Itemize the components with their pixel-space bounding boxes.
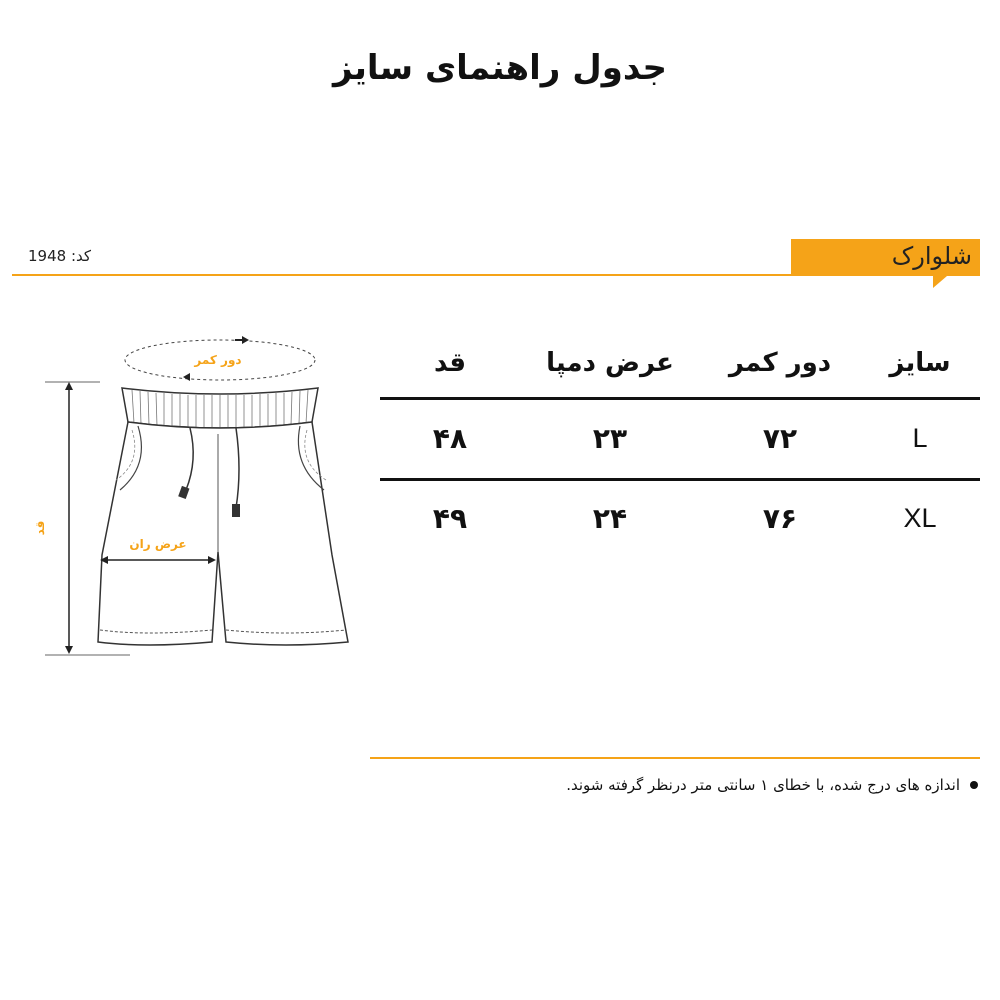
length-label: قد — [33, 520, 47, 536]
header-hem-width: عرض دمپا — [546, 348, 674, 378]
cell-size: L — [912, 422, 928, 453]
header-length: قد — [433, 348, 467, 378]
waist-arrowhead-bottom — [183, 373, 190, 381]
cell-length: ۴۹ — [432, 501, 468, 535]
length-arrowhead-bottom — [65, 646, 73, 654]
table-row — [380, 398, 980, 478]
note-text: اندازه های درج شده، با خطای ۱ سانتی متر درنظر گرفته شوند. — [566, 776, 960, 794]
waist-label: دور کمر — [194, 353, 242, 367]
product-code: کد: 1948 — [28, 247, 92, 265]
cell-size: XL — [903, 502, 937, 533]
length-arrowhead-top — [65, 382, 73, 390]
note-rule — [370, 757, 980, 759]
thigh-label: عرض ران — [129, 537, 187, 551]
size-table — [380, 328, 980, 558]
cell-hem-width: ۲۴ — [592, 501, 628, 535]
header-waist: دور کمر — [728, 348, 832, 378]
page-title: جدول راهنمای سایز — [333, 48, 667, 88]
waist-arrowhead-top — [242, 336, 249, 344]
section-tab-pointer — [933, 276, 947, 288]
right-cord-tip — [232, 504, 240, 517]
cell-waist: ۷۲ — [762, 421, 798, 455]
bullet-icon — [970, 781, 978, 789]
header-size: سایز — [889, 348, 951, 378]
shorts-body — [98, 422, 348, 645]
cell-length: ۴۸ — [432, 421, 468, 455]
note — [566, 776, 978, 794]
shorts-diagram — [30, 330, 380, 680]
table-row — [380, 478, 980, 558]
cell-waist: ۷۶ — [762, 501, 798, 535]
cell-hem-width: ۲۳ — [592, 421, 628, 455]
product-name: شلوارک — [891, 242, 972, 270]
table-header-row — [380, 328, 980, 398]
